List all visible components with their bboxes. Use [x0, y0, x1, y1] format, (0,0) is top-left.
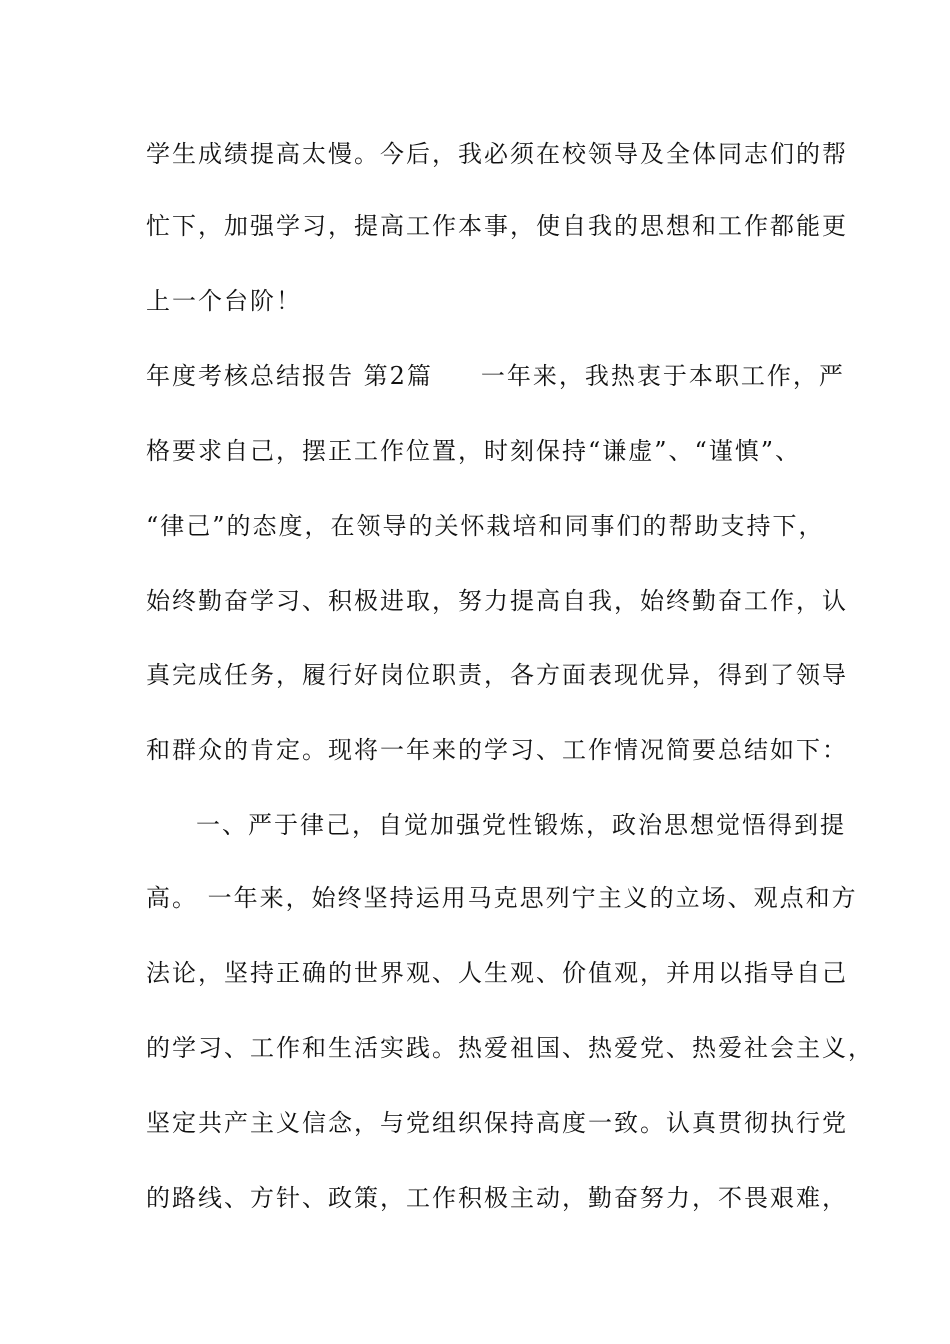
- text-line: 忙下，加强学习，提高工作本事，使自我的思想和工作都能更: [146, 212, 848, 240]
- text-line: 一、严于律己，自觉加强党性锻炼，政治思想觉悟得到提: [196, 811, 846, 839]
- text-line: 上一个台阶！: [146, 287, 302, 315]
- section-title: 年度考核总结报告 第2篇: [146, 362, 433, 390]
- text-line: 法论，坚持正确的世界观、人生观、价值观，并用以指导自己: [146, 959, 848, 987]
- text-line: 始终勤奋学习、积极进取，努力提高自我，始终勤奋工作，认: [146, 587, 848, 615]
- text-line: 学生成绩提高太慢。今后，我必须在校领导及全体同志们的帮: [146, 140, 848, 168]
- text-line: 和群众的肯定。现将一年来的学习、工作情况简要总结如下：: [146, 736, 848, 764]
- text-line: 高。 一年来，始终坚持运用马克思列宁主义的立场、观点和方: [146, 884, 858, 912]
- text-line: 真完成任务，履行好岗位职责，各方面表现优异，得到了领导: [146, 661, 848, 689]
- section-text: 一年来，我热衷于本职工作，严: [480, 362, 845, 390]
- section-heading-line: [146, 356, 845, 396]
- text-line: 格要求自己，摆正工作位置，时刻保持“谦虚”、“谨慎”、: [146, 437, 802, 465]
- text-line: 坚定共产主义信念，与党组织保持高度一致。认真贯彻执行党: [146, 1109, 848, 1137]
- text-line: “律己”的态度，在领导的关怀栽培和同事们的帮助支持下，: [146, 512, 825, 540]
- text-line: 的路线、方针、政策，工作积极主动，勤奋努力，不畏艰难，: [146, 1184, 848, 1212]
- text-line: 的学习、工作和生活实践。热爱祖国、热爱党、热爱社会主义，: [146, 1034, 874, 1062]
